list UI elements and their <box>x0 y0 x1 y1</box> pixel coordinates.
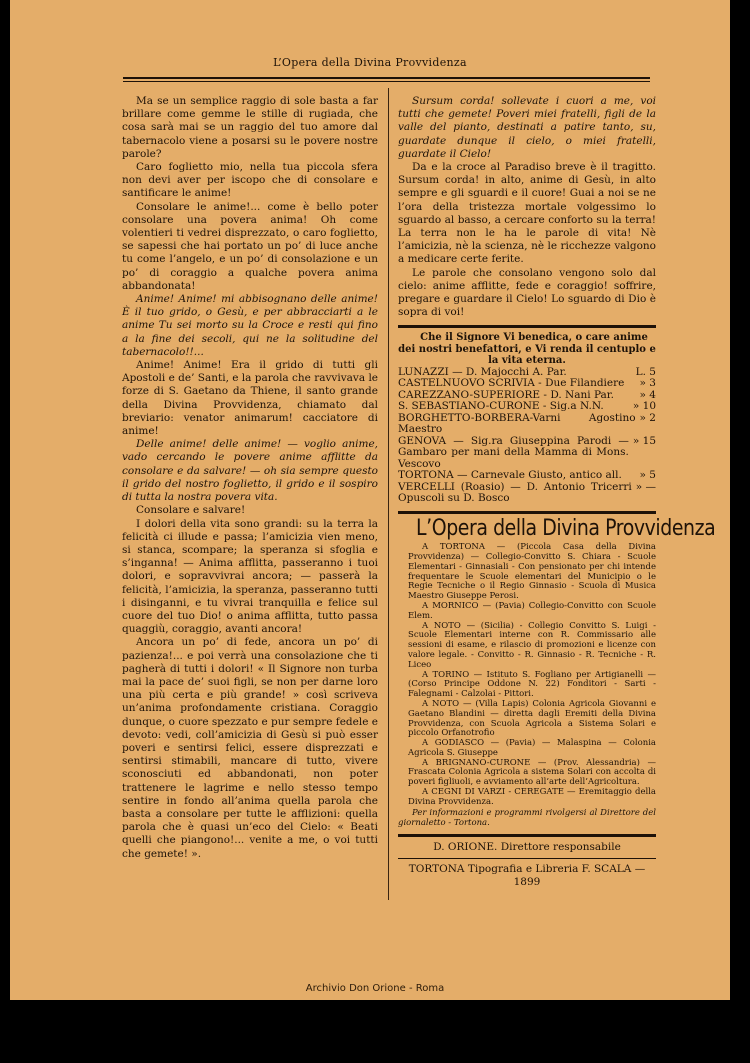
director-line: D. ORIONE. Direttore responsabile <box>433 840 621 853</box>
page-header-title: L’Opera della Divina Provvidenza <box>273 56 467 69</box>
donation-row <box>398 436 656 471</box>
paragraph: Caro foglietto mio, nella tua piccola sfera non devi aver per iscopo che di consolare e santificare le anime! <box>122 161 378 200</box>
institution-entry: A NOTO — (Sicilia) - Collegio Convitto S. Luigi - Scuole Elementari interne con R. Commissario alle sessioni di esame, e rilascio di promozioni e licenze con valore legale. - Convitto - R. Ginnasio - R. Tecniche - R. Liceo <box>408 620 656 670</box>
donation-donor: BORGHETTO-BORBERA-Varni Agostino Maestro <box>398 411 636 436</box>
donation-amount: » 2 <box>639 411 656 424</box>
donation-amount: » 5 <box>639 469 656 482</box>
donation-donor: CASTELNUOVO SCRIVIA - Due Filandiere <box>398 377 625 390</box>
donation-amount: » 15 <box>632 434 656 447</box>
section-rule <box>398 511 656 514</box>
donation-row <box>398 482 656 505</box>
institution-entry: A GODIASCO — (Pavia) — Malaspina — Colonia Agricola S. Giuseppe <box>408 738 656 758</box>
paragraph: I dolori della vita sono grandi: su la terra la felicità ci illude e passa; l’amicizia vien meno, si stanca, scompare; la speranza si sfoglia e s’inganna! — Anima afflitta, passeranno i tuoi dolori, e sopravvivrai ancora; — passerà la felicità, l’amicizia, la speranza, passeranno tutti i disinganni, e tu vivrai tranquilla e felice sul cuore del tuo Dio! o anima afflitta, tutto passa quaggiù, coraggio, avanti ancora! <box>122 517 378 636</box>
donation-row <box>398 413 656 436</box>
paragraph: Da e la croce al Paradiso breve è il tragitto. Sursum corda! in alto, anime di Gesù, in alto sempre e gli sguardi e il cuore! Guai a noi se ne l’ora della tristezza mortale volgessimo lo sguardo al basso, a cercare conforto su la terra! La terra non le ha le parole di vita! Nè l’amicizia, nè la scienza, nè le ricchezze valgono a medicare certe ferite. <box>398 161 656 266</box>
donation-amount: » 4 <box>639 388 656 401</box>
paragraph: Anime! Anime! Era il grido di tutti gli Apostoli e de’ Santi, e la parola che ravvivava le forze di S. Gaetano da Thiene, il santo grande della Divina Provvidenza, chiamato dal breviario: venator animarum! cacciatore di anime! <box>122 359 379 438</box>
blessing-heading: Che il Signore Vi benedica, o care anime dei nostri benefattori, e Vi renda il centuplo e la vita eterna. <box>398 332 656 367</box>
donation-amount: » 10 <box>632 400 656 413</box>
donation-amount: L. 5 <box>635 365 656 378</box>
column-divider <box>388 88 389 900</box>
paragraph: Le parole che consolano vengono solo dal cielo: anime afflitte, fede e coraggio! soffrire, pregare e guardare il Cielo! Lo sguardo di Dio è sopra di voi! <box>398 266 656 319</box>
donation-list <box>398 367 656 505</box>
institution-entry: A CEGNI DI VARZI - CEREGATE — Eremitaggio della Divina Provvidenza. <box>408 787 656 807</box>
left-column <box>122 95 378 861</box>
donation-amount: » 3 <box>639 377 656 390</box>
institution-entry: A BRIGNANO-CURONE — (Prov. Alessandria) — Frascata Colonia Agricola a sistema Solari con accolta di poveri figliuoli, e avviamento all’arte dell’Agricoltura. <box>408 757 656 788</box>
institution-entry: A MORNICO — (Pavia) Collegio-Convitto con Scuole Elem. <box>408 600 656 621</box>
paragraph: Sursum corda! sollevate i cuori a me, voi tutti che gemete! Poveri miei fratelli, figli de la valle del pianto, destinati a patire tanto, su, guardate dunque il cielo, o miei fratelli, guardate il Cielo! <box>398 95 656 160</box>
paragraph: Consolare le anime!... come è bello poter consolare una povera anima! Oh come volentieri ti vedrei disprezzato, o caro foglietto, se sapessi che hai portato un po’ di luce anche tu come l’angelo, e un po’ di consolazione e un po’ di coraggio a qualche povera anima abbandonata! <box>122 200 378 292</box>
donation-donor: GENOVA — Sig.ra Giuseppina Parodi — Gambaro per mani della Mamma di Mons. Vescovo <box>398 434 629 470</box>
institution-entry: A NOTO — (Villa Lapis) Colonia Agricola Giovanni e Gaetano Blandini — diretta dagli Eremiti della Divina Provvidenza, con Scuola Agricola a Sistema Solari e piccolo Orfanotrofio <box>408 698 656 739</box>
paragraph: Delle anime! delle anime! — voglio anime, vado cercando le povere anime afflitte da consolare e da salvare! — oh sia sempre questo il grido del nostro foglietto, il grido e il sospiro di tutta la nostra povera vita. <box>122 438 378 504</box>
paragraph: Ancora un po’ di fede, ancora un po’ di pazienza!... e poi verrà una consolazione che ti pagherà di tutti i dolori! « Il Signore non turba mai la pace de’ suoi figli, se non per darne loro una più certa e più grande! » così scriveva un’anima profondamente cristiana. Coraggio dunque, o cuore spezzato e pur sempre fedele e devoto: vedi, coll’amicizia di Gesù si può esser poveri e sentirsi felici, essere disprezzati e sentirsi stimabili, mancare di tutto, vivere sconosciuti ed abbandonati, non poter trattenere le lagrime e nello stesso tempo sentire in fondo all’anima quella parola che basta a consolare per tutte le afflizioni: quella parola che è quasi un’eco del Cielo: « Beati quelli che piangono!... venite a me, o voi tutti che gemete! ». <box>122 636 378 860</box>
info-note: Per informazioni e programmi rivolgersi al Direttore del giornaletto - Tortona. <box>398 807 656 828</box>
printer-line: TORTONA Tipografia e Libreria F. SCALA — 1899 <box>408 862 646 889</box>
header-rule <box>123 77 650 79</box>
opera-title: L’Opera della Divina Provvidenza <box>416 515 716 541</box>
section-rule-thin <box>398 858 656 859</box>
header-rule-thin <box>123 81 650 82</box>
donation-donor: CAREZZANO-SUPERIORE - D. Nani Par. <box>398 388 614 401</box>
section-rule <box>398 834 656 837</box>
donation-donor: LUNAZZI — D. Majocchi A. Par. <box>398 365 567 378</box>
newspaper-page <box>10 0 730 1000</box>
paragraph: Consolare e salvare! <box>136 504 246 517</box>
donation-donor: S. SEBASTIANO-CURONE - Sig.a N.N. <box>398 400 604 413</box>
paragraph: Anime! Anime! mi abbisognano delle anime! È il tuo grido, o Gesù, e per abbracciarti a le anime Tu sei morto su la Croce e resti qui fino a la fine dei secoli, qui ne la solitudine del tabernacolo!!... <box>122 293 378 358</box>
paragraph: Ma se un semplice raggio di sole basta a far brillare come gemme le stille di rugiada, che cosa sarà mai se un raggio del tuo amore dal tabernacolo viene a posarsi su le povere nostre parole? <box>122 95 378 160</box>
institution-entry: A TORINO — Istituto S. Fogliano per Artigianelli — (Corso Principe Oddone N. 22) Fonditori - Sarti - Falegnami - Calzolai - Pittori. <box>408 669 656 700</box>
donation-donor: VERCELLI (Roasio) — D. Antonio Tricerri Opuscoli su D. Bosco <box>398 480 632 505</box>
section-rule <box>398 325 656 328</box>
archive-footer: Archivio Don Orione - Roma <box>305 983 445 994</box>
donation-donor: TORTONA — Carnevale Giusto, antico all. <box>398 469 622 482</box>
right-column <box>398 95 716 893</box>
institution-entry: A TORTONA — (Piccola Casa della Divina Provvidenza) — Collegio-Convitto S. Chiara - Scuole Elementari - Ginnasiali - Con pensionato per chi intende frequentare le Scuole elementari del Municipio o le Regie Tecniche o il Regio Ginnasio - Scuola di Musica Maestro Giuseppe Perosi. <box>408 542 656 602</box>
institutions-list <box>398 543 656 808</box>
donation-amount: » — <box>635 480 656 493</box>
